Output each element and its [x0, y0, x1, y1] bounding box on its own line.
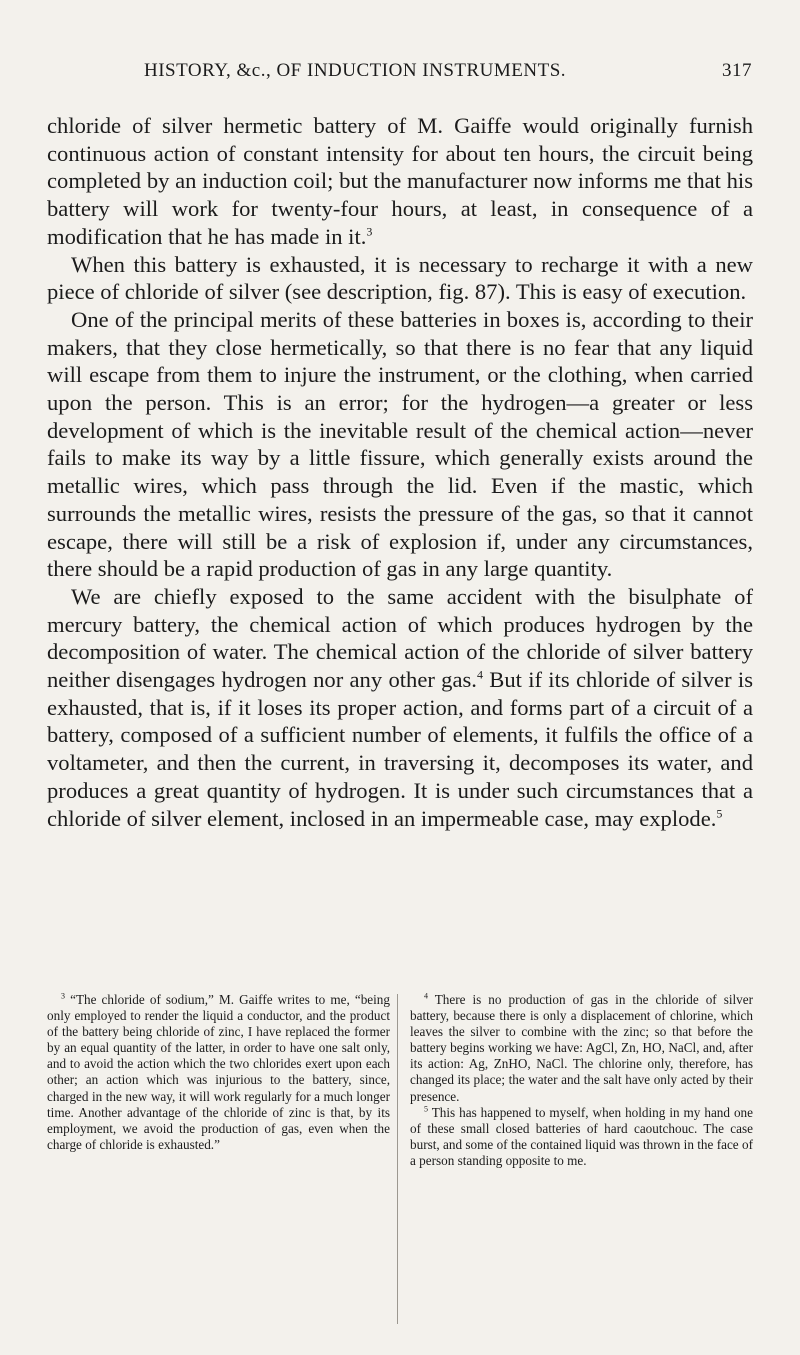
footnote-3-mark: 3 [61, 991, 65, 1001]
paragraph-3: One of the principal merits of these batteries in boxes is, according to their makers, that they close hermetically, so that there is no fear that any liquid will escape from them to injure the instrument, or the clothing, when carried upon the person. This is an error; for the hydrogen—a greater or less development of which is the inevitable result of the chemical action—never fails to make its way by a little fissure, which generally exists around the metallic wires, which pass through the lid. Even if the mastic, which surrounds the metallic wires, resists the pressure of the gas, so that it cannot escape, there will still be a risk of explosion if, under any circumstances, there should be a rapid production of gas in any large quantity. [47, 306, 753, 582]
footnote-4 [410, 992, 753, 1105]
footnote-5-text: This has happened to myself, when holding in my hand one of these small closed batteries of hard caoutchouc. The case burst, and some of the contained liquid was thrown in the face of a person standing opposite to me. [410, 1104, 753, 1168]
footnote-ref-3: 3 [366, 224, 373, 239]
page-number: 317 [722, 60, 752, 81]
footnote-5-mark: 5 [424, 1104, 428, 1114]
footnote-3-text: “The chloride of sodium,” M. Gaiffe writes to me, “being only employed to render the liquid a conductor, and the product of the battery being chloride of zinc, I have replaced the former by an equal quantity of the latter, in order to have one salt only, and to avoid the action which the two chlorides exert upon each other; an action which was injurious to the battery, since, charged in the new way, it will work regularly for a much longer time. Another advantage of the chloride of zinc is that, by its employment, we avoid the production of gas, even when the charge of chloride is exhausted.” [47, 992, 390, 1152]
footnote-column-left [47, 992, 390, 1169]
footnote-column-right [410, 992, 753, 1169]
footnotes [47, 992, 753, 1169]
paragraph-2: When this battery is exhausted, it is necessary to recharge it with a new piece of chloride of silver (see description, fig. 87). This is easy of execution. [47, 251, 753, 305]
paragraph-4 [47, 583, 753, 832]
footnote-3 [47, 992, 390, 1153]
paragraph-4-text-a: We are chiefly exposed to the same accident with the bisulphate of mercury battery, the chemical action of which produces hydrogen by the decomposition of water. The chemical action of the chloride of silver battery neither disengages hydrogen nor any other gas. [47, 583, 753, 693]
footnote-5 [410, 1105, 753, 1169]
footnote-4-mark: 4 [424, 991, 428, 1001]
footnote-ref-4: 4 [476, 667, 483, 682]
body-text [47, 112, 753, 832]
running-head [48, 60, 752, 90]
paragraph-4-text-b: But if its chloride of silver is exhausted, that is, if it loses its proper action, and forms part of a circuit of a battery, composed of a sufficient number of elements, it fulfils the office of a voltameter, and then the current, in traversing it, decomposes its water, and produces a great quantity of hydrogen. It is under such circumstances that a chloride of silver element, inclosed in an impermeable case, may explode. [47, 667, 753, 831]
footnote-4-text: There is no production of gas in the chloride of silver battery, because there is only a displacement of chlorine, which leaves the silver to combine with the zinc; so that before the battery begins working we have: AgCl, Zn, HO, NaCl, and, after its action: Ag, ZnHO, NaCl. The chlorine only, therefore, has changed its place; the water and the salt have only acted by their presence. [410, 992, 753, 1104]
footnote-ref-5: 5 [716, 806, 723, 821]
running-title: HISTORY, &c., OF INDUCTION INSTRUMENTS. [144, 60, 567, 81]
paragraph-1 [47, 112, 753, 251]
paragraph-1-text: chloride of silver hermetic battery of M. Gaiffe would originally furnish continuous action of constant intensity for about ten hours, the circuit being completed by an induction coil; but the manufacturer now informs me that his battery will work for twenty-four hours, at least, in consequence of a modification that he has made in it. [47, 113, 753, 249]
